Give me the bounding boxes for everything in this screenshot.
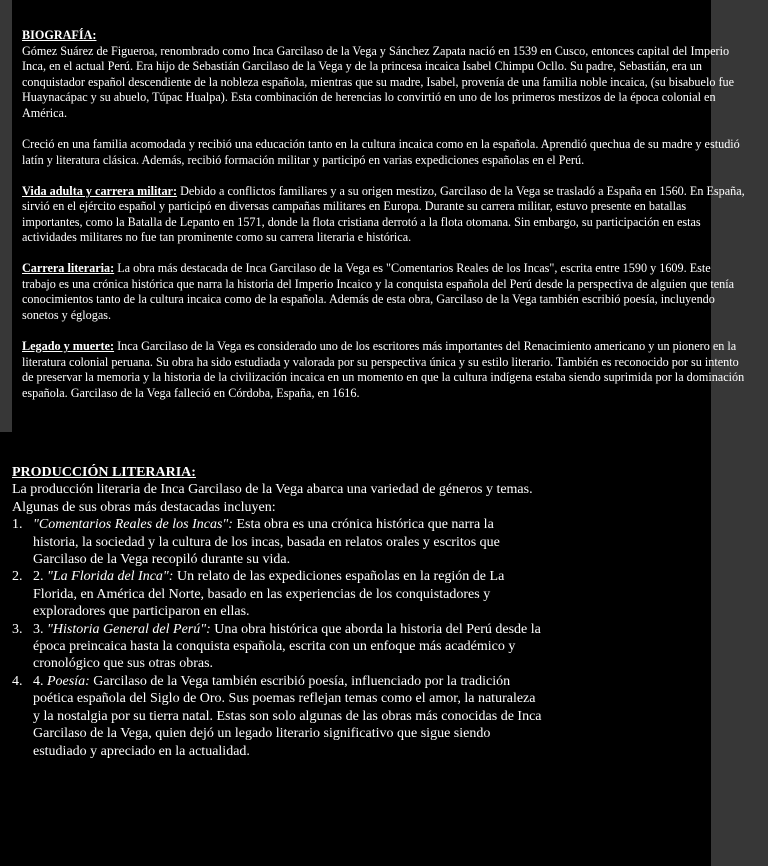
biography-adult-life: Vida adulta y carrera militar: Debido a conflictos familiares y a su origen mestizo, Garcilaso de la Vega se trasladó a España en 1560. En España, sirvió en el ejército español y participó en diversas campañas militares en Europa. Durante su carrera militar, estuvo presente en batallas importantes, como la Batalla de Lepanto en 1571, donde la flota cristiana derrotó a la flota otomana. Sin embargo, su participación en estas actividades militares no fue tan prominente como su carrera literaria e histórica.	[22, 183, 745, 245]
works-list	[12, 516, 542, 760]
biography-paragraph-2: Creció en una familia acomodada y recibió una educación tanto en la cultura incaica como en la española. Aprendió quechua de su madre y estudió latín y literatura clásica. Además, recibió formación militar y participó en varias expediciones españolas en el Perú.	[22, 136, 740, 167]
biography-literary-career: Carrera literaria: La obra más destacada de Inca Garcilaso de la Vega es "Comentarios Reales de los Incas", escrita entre 1590 y 1609. Este trabajo es una crónica histórica que narra la historia del Imperio Incaico y la conquista española del Perú desde la perspectiva de alguien que tenía conocimientos tanto de la cultura incaica como de la española. Además de esta obra, Garcilaso de la Vega también escribió poesía, incluyendo sonetos y églogas.	[22, 261, 735, 323]
section-heading: Carrera literaria:	[22, 261, 115, 276]
work-title: "Comentarios Reales de los Incas":	[33, 517, 233, 533]
list-marker: 4.	[12, 673, 23, 689]
list-marker: 3.	[12, 621, 23, 637]
list-marker: 1.	[12, 517, 23, 533]
production-intro: La producción literaria de Inca Garcilaso de la Vega abarca una variedad de géneros y temas. Algunas de sus obras más destacadas incluyen:	[12, 482, 533, 515]
work-title: "Historia General del Perú":	[47, 621, 211, 637]
biography-section	[22, 28, 747, 417]
work-title: Poesía:	[47, 673, 90, 689]
list-item: 3. 3. "Historia General del Perú": Una obra histórica que aborda la historia del Perú desde la época preincaica hasta la conquista española, escrita con un enfoque más académico y cronológico que sus otras obras.	[12, 621, 541, 672]
section-heading: Legado y muerte:	[22, 339, 115, 354]
list-marker: 2.	[12, 569, 23, 585]
work-title: "La Florida del Inca":	[47, 569, 174, 585]
literary-production-section	[12, 464, 542, 760]
biography-heading: BIOGRAFÍA:	[22, 28, 97, 42]
list-item: 4. 4. Poesía: Garcilaso de la Vega también escribió poesía, influenciado por la tradición poética española del Siglo de Oro. Sus poemas reflejan temas como el amor, la naturaleza y la nostalgia por su tierra natal. Estas son solo algunas de las obras más conocidas de Inca Garcilaso de la Vega, quien dejó un legado literario significativo que sigue siendo estudiado y apreciado en la actualidad.	[12, 673, 542, 759]
list-item: 1. "Comentarios Reales de los Incas": Esta obra es una crónica histórica que narra la historia, la sociedad y la cultura de los incas, basada en relatos orales y escritos que Garcilaso de la Vega recopiló durante su vida.	[12, 517, 500, 568]
biography-legacy: Legado y muerte: Inca Garcilaso de la Vega es considerado uno de los escritores más importantes del Renacimiento americano y un pionero en la literatura colonial peruana. Su obra ha sido estudiada y valorada por su perspectiva única y su estilo literario. También es reconocido por su intento de preservar la memoria y la historia de la civilización incaica en un momento en que la cultura indígena estaba siendo suprimida por la dominación española. Garcilaso de la Vega falleció en Córdoba, España, en 1616.	[22, 339, 745, 400]
production-heading: PRODUCCIÓN LITERARIA:	[12, 465, 196, 480]
list-item: 2. 2. "La Florida del Inca": Un relato de las expediciones españolas en la región de La Florida, en América del Norte, basado en las experiencias de los conquistadores y exploradores que participaron en ellas.	[12, 569, 505, 620]
biography-paragraph-1: BIOGRAFÍA: Gómez Suárez de Figueroa, renombrado como Inca Garcilaso de la Vega y Sánchez Zapata nació en 1539 en Cusco, entonces capital del Imperio Inca, en el actual Perú. Era hijo de Sebastián Garcilaso de la Vega y de la princesa incaica Isabel Chimpu Ocllo. Su padre, Sebastián, era un conquistador español descendiente de la nobleza española, mientras que su madre, Isabel, provenía de una familia noble incaica, (su bisabuelo fue Huaynacápac y su abuelo, Túpac Hualpa). Esta combinación de herencias lo convirtió en uno de los primeros mestizos de la época colonial en América.	[22, 28, 735, 120]
section-heading: Vida adulta y carrera militar:	[22, 183, 178, 198]
